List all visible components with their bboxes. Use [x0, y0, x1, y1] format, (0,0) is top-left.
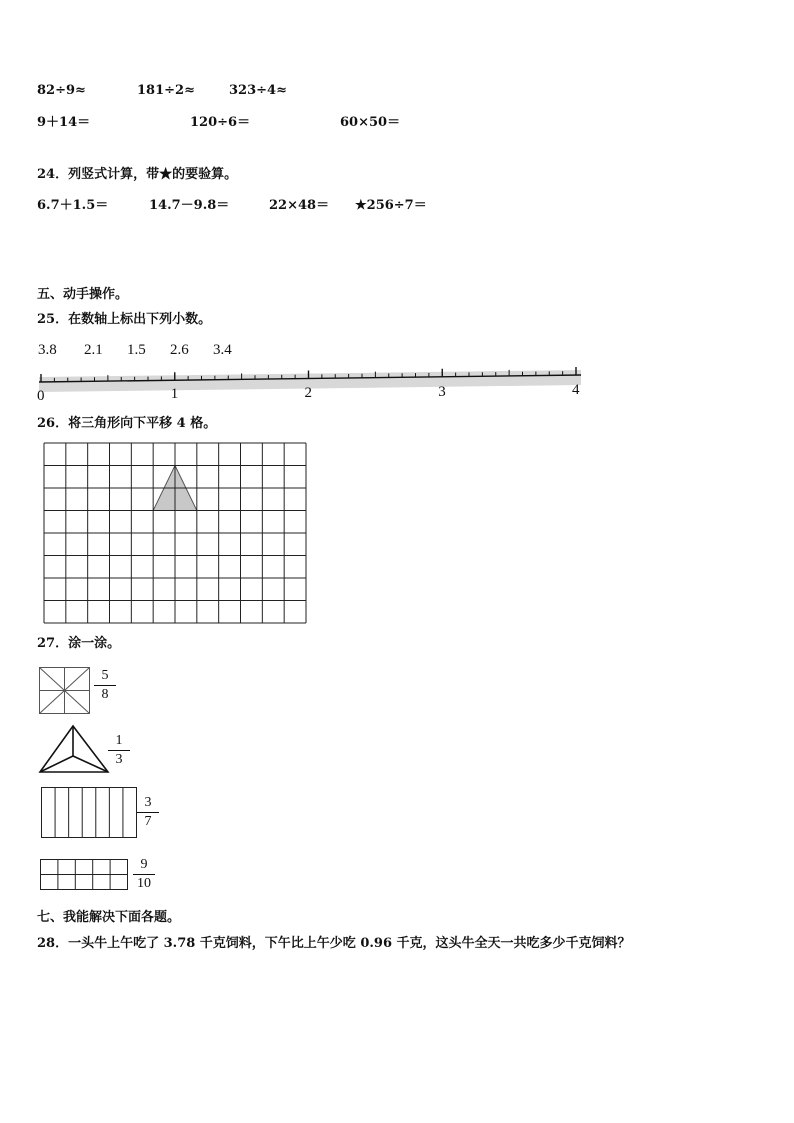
axis-label: 3 [438, 384, 446, 400]
axis-label: 4 [572, 382, 580, 398]
calc-item: 60×50＝ [340, 115, 401, 130]
denominator: 7 [144, 814, 152, 829]
calc-item: 120÷6＝ [190, 115, 251, 130]
decimal-value: 2.6 [170, 342, 189, 358]
decimal-value: 2.1 [84, 342, 103, 358]
numerator: 1 [115, 733, 123, 748]
calc-item: 82÷9≈ [37, 83, 86, 98]
question-25-title: 25．在数轴上标出下列小数。 [37, 312, 212, 327]
strip-outline [42, 788, 137, 838]
square-eight-parts-figure [39, 667, 91, 715]
fraction-label [108, 733, 130, 768]
vertical-calc-item: ★256÷7＝ [355, 198, 427, 213]
rectangle-seven-strips-figure [41, 787, 139, 839]
fraction-label [94, 668, 116, 703]
fraction-label [137, 795, 159, 830]
triangle-three-parts-figure [38, 724, 110, 774]
question-26-title: 26．将三角形向下平移 4 格。 [37, 416, 217, 431]
question-24-title: 24．列竖式计算，带★的要验算。 [37, 167, 238, 182]
rectangle-ten-cells-figure [40, 859, 130, 891]
fraction-label [133, 857, 155, 892]
calc-item: 181÷2≈ [137, 83, 195, 98]
decimal-value: 3.4 [213, 342, 232, 358]
section-7-heading: 七、我能解决下面各题。 [37, 910, 181, 925]
denominator: 10 [137, 876, 151, 891]
translation-grid [43, 442, 307, 624]
decimal-value: 3.8 [38, 342, 57, 358]
numerator: 3 [144, 795, 152, 810]
axis-label: 0 [37, 388, 45, 404]
axis-label: 2 [304, 385, 312, 401]
numerator: 5 [101, 668, 109, 683]
denominator: 3 [115, 752, 123, 767]
section-5-heading: 五、动手操作。 [37, 287, 129, 302]
question-28-text: 28．一头牛上午吃了 3.78 千克饲料，下午比上午少吃 0.96 千克，这头牛全天一共吃多少千克饲料？ [37, 936, 631, 951]
numerator: 9 [140, 857, 148, 872]
axis-label: 1 [170, 386, 179, 402]
calc-item: 323÷4≈ [229, 83, 287, 98]
vertical-calc-item: 14.7－9.8＝ [149, 198, 230, 213]
vertical-calc-item: 6.7＋1.5＝ [37, 198, 109, 213]
vertical-calc-item: 22×48＝ [269, 198, 330, 213]
number-line [36, 368, 596, 408]
calc-item: 9＋14＝ [37, 115, 91, 130]
decimal-value: 1.5 [127, 342, 146, 358]
denominator: 8 [101, 687, 109, 702]
question-27-title: 27．涂一涂。 [37, 636, 121, 651]
